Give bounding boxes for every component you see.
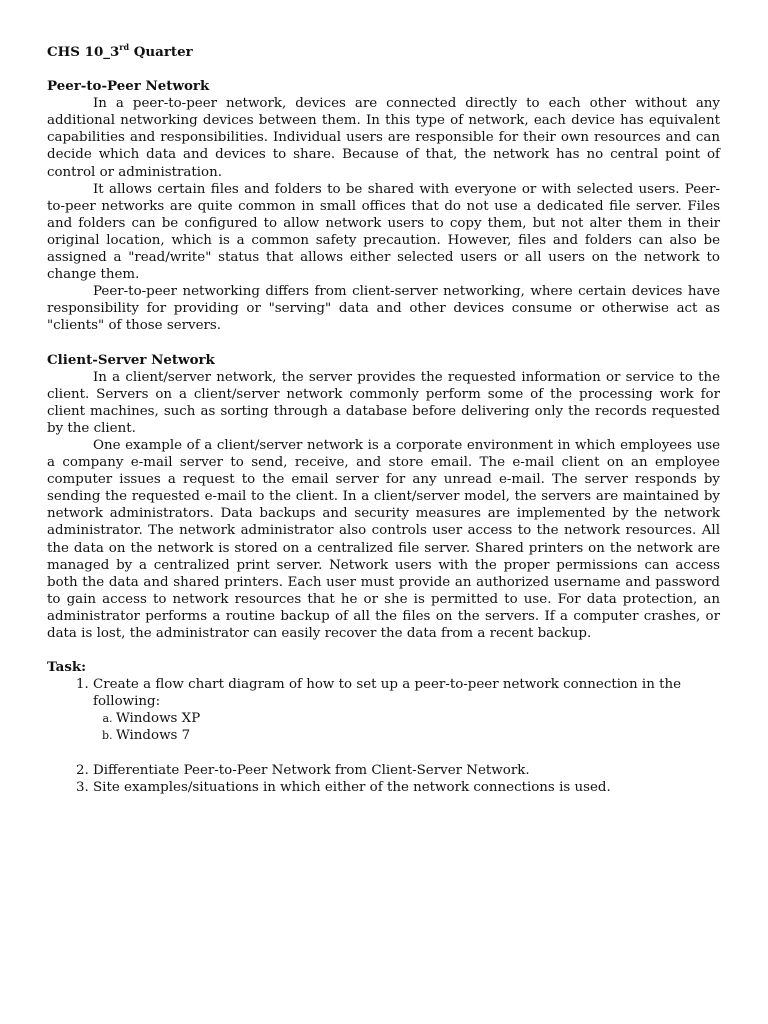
title-suffix: Quarter: [129, 44, 193, 60]
task-subitem-windows-xp: a. Windows XP: [116, 710, 720, 727]
client-paragraph-1: In a client/server network, the server provides the requested information or service to the client. Servers on a client/server network commonly perform some of the processing work for client machines, such as sorting through a database before delivering only the records requested by the client.: [47, 369, 720, 436]
title-superscript: rd: [119, 41, 130, 52]
task-item-2: 2. Differentiate Peer-to-Peer Network from Client-Server Network.: [93, 762, 720, 779]
peer-paragraph-1: In a peer-to-peer network, devices are connected directly to each other without any additional networking devices between them. In this type of network, each device has equivalent capabilities and responsibilities. Individual users are responsible for their own resources and can decide which data and devices to share. Because of that, the network has no central point of control or administration.: [47, 96, 720, 180]
client-server-heading: Client-Server Network: [47, 351, 215, 368]
task-sublist: [93, 710, 720, 744]
peer-paragraph-3: Peer-to-peer networking differs from client-server networking, where certain devices have responsibility for providing or "serving" data and other devices consume or otherwise act as "clients" of those servers.: [47, 284, 720, 334]
task-item-1: [93, 676, 720, 744]
document-title: [47, 41, 720, 61]
peer-to-peer-heading: Peer-to-Peer Network: [47, 78, 210, 95]
task-subitem-windows-7: b. Windows 7: [116, 727, 720, 744]
task-item-3: 3. Site examples/situations in which either of the network connections is used.: [93, 779, 720, 796]
peer-paragraph-2: It allows certain files and folders to be shared with everyone or with selected users. Peer-to-peer networks are quite common in small offices that do not use a dedicated file server. Files and folders can be configured to allow network users to copy them, but not alter them in their original location, which is a common safety precaution. However, files and folders can also be assigned a "read/write" status that allows either selected users or all users on the network to change them.: [47, 181, 720, 283]
task-item-1-text: Create a flow chart diagram of how to set up a peer-to-peer network connection in the following:: [93, 677, 682, 710]
client-paragraph-2: One example of a client/server network is a corporate environment in which employees use a company e-mail server to send, receive, and store email. The e-mail client on an employee computer issues a request to the email server for any unread e-mail. The server responds by sending the requested e-mail to the client. In a client/server model, the servers are maintained by network administrators. Data backups and security measures are implemented by the network administrator. The network administrator also controls user access to the network resources. All the data on the network is stored on a centralized file server. Shared printers on the network are managed by a centralized print server. Network users with the proper permissions can access both the data and shared printers. Each user must provide an authorized username and password to gain access to network resources that he or she is permitted to use. For data protection, an administrator performs a routine backup of all the files on the servers. If a computer crashes, or data is lost, the administrator can easily recover the data from a recent backup.: [47, 437, 720, 641]
task-heading: Task:: [47, 659, 87, 676]
title-prefix: CHS 10_3: [47, 44, 120, 60]
document-body: [47, 41, 720, 796]
task-list: [47, 676, 720, 796]
